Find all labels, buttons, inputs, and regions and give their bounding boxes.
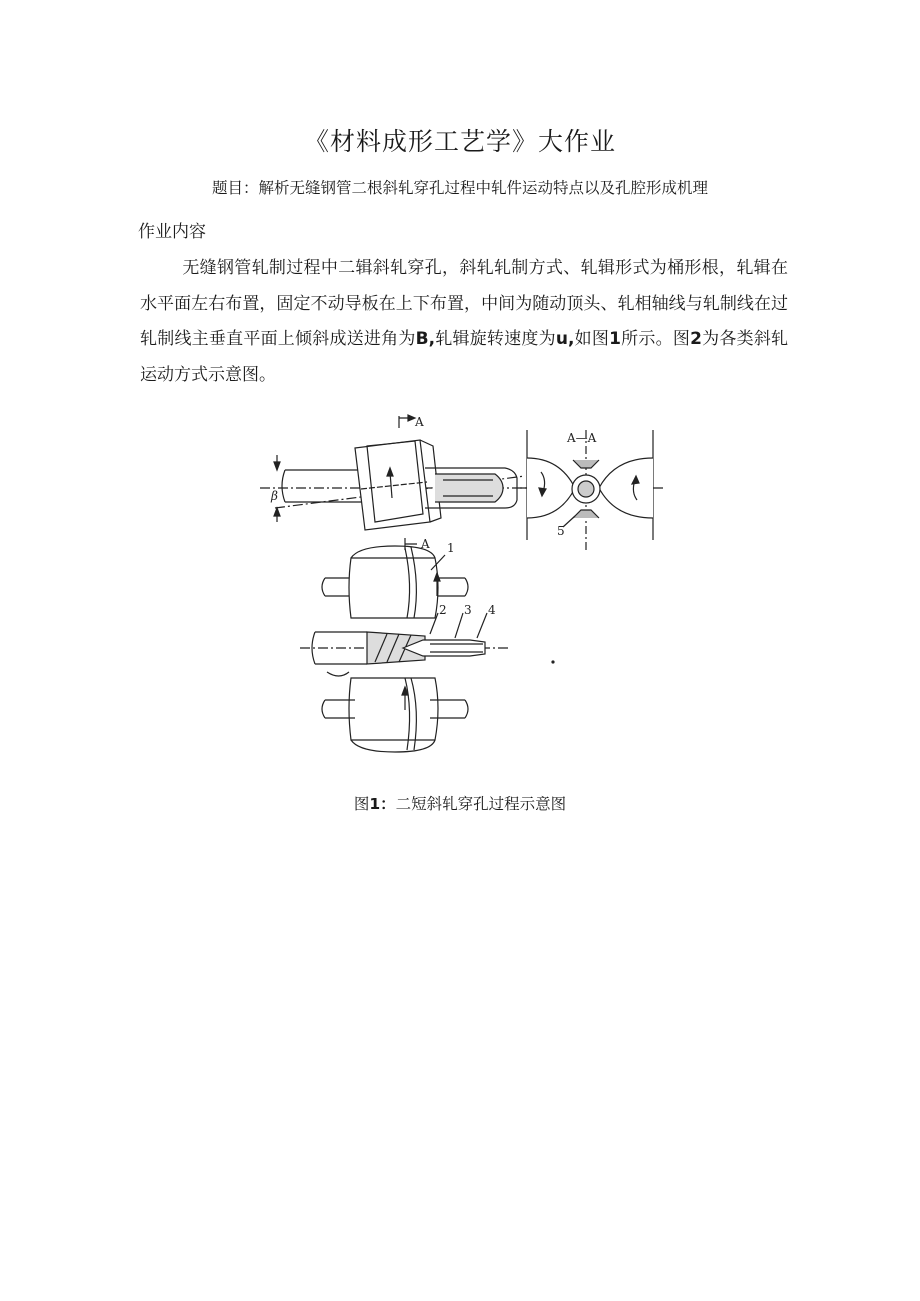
- paragraph-text-1: 无缝钢管轧制过程中二辑斜轧穿孔，斜轧轧制方式、轧辑形式为桶形根，轧辑在水平面左右布置，固定不动导板在上下布置，中间为随动顶头、轧相轴线与轧制线在过轧制线主垂直平面上倾斜成送进角为: [140, 258, 788, 349]
- cut-label-bottom: A: [421, 537, 430, 551]
- section-view: [520, 430, 663, 550]
- piercing-process-figure: [255, 410, 675, 760]
- callout-4: 4: [488, 603, 496, 617]
- assignment-topic: 题目：解析无缝钢管二根斜轧穿孔过程中轧件运动特点以及孔腔形成机理: [211, 179, 708, 197]
- paragraph-text-4: 所示。图: [620, 329, 691, 349]
- caption-prefix: 图: [353, 795, 370, 813]
- paragraph-text-2: 轧辑旋转速度为: [435, 329, 556, 349]
- callout-3: 3: [464, 603, 472, 617]
- plan-view: [300, 546, 554, 752]
- body-paragraph: [140, 251, 788, 393]
- figure-caption: [0, 792, 920, 814]
- cut-label-top: A: [415, 415, 424, 429]
- side-view: [260, 415, 530, 550]
- paragraph-text-5: 为各类斜轧运动方式示意图。: [140, 329, 789, 385]
- callout-5: 5: [557, 524, 565, 538]
- feed-angle-symbol: B,: [415, 329, 436, 349]
- section-heading: 作业内容: [138, 222, 206, 242]
- document-title: 《材料成形工艺学》大作业: [303, 127, 616, 156]
- caption-colon: ：: [380, 795, 396, 813]
- figure2-ref: 2: [690, 329, 702, 349]
- speed-symbol: u,: [555, 329, 575, 349]
- callout-2: 2: [439, 603, 447, 617]
- feed-angle-label: β: [271, 489, 278, 503]
- section-label: A—A: [567, 431, 597, 445]
- caption-text: 二短斜轧穿孔过程示意图: [395, 795, 567, 813]
- figure1-ref: 1: [609, 329, 621, 349]
- callout-1: 1: [447, 541, 455, 555]
- piercing-diagram: [255, 410, 675, 760]
- paragraph-text-3: 如图: [574, 329, 610, 349]
- caption-number: 1: [369, 795, 381, 813]
